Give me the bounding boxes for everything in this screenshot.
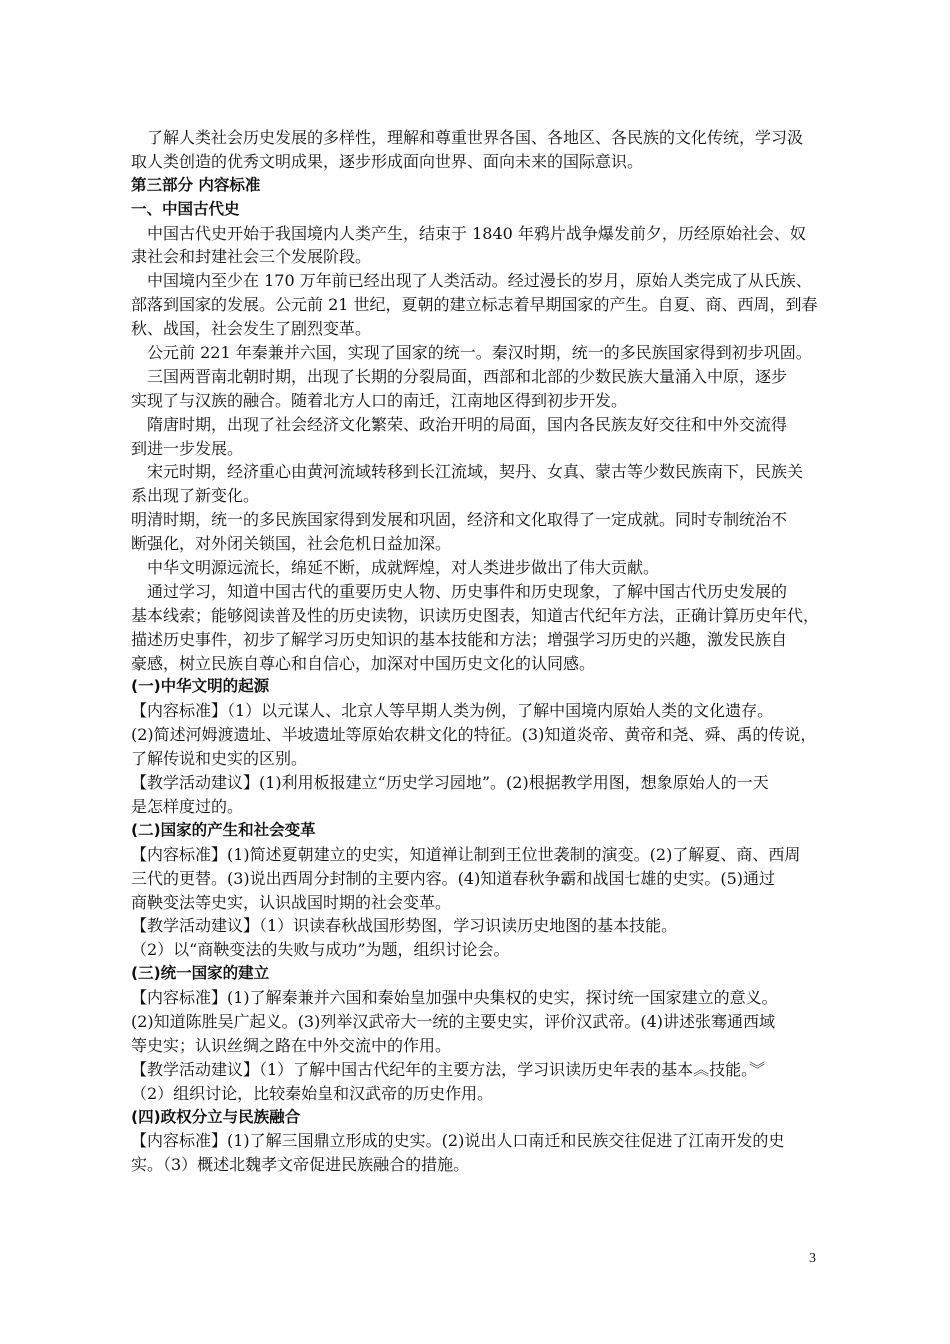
text-line: 【教学活动建议】（1）识读春秋战国形势图，学习识读历史地图的基本技能。 — [131, 916, 678, 936]
text-line: 【内容标准】（1）以元谋人、北京人等早期人类为例，了解中国境内原始人类的文化遗存。 — [131, 701, 774, 721]
text-line: 断强化，对外闭关锁国，社会危机日益加深。 — [131, 534, 452, 554]
text-line: 中国古代史开始于我国境内人类产生，结束于 1840 年鸦片战争爆发前夕，历经原始社会、奴 — [147, 223, 806, 243]
text-line: 明清时期，统一的多民族国家得到发展和巩固，经济和文化取得了一定成就。同时专制统治不 — [131, 510, 788, 530]
text-line: 【内容标准】(1)了解三国鼎立形成的史实。(2)说出人口南迁和民族交往促进了江南开发的史 — [131, 1131, 785, 1151]
text-line: 实现了与汉族的融合。随着北方人口的南迁，江南地区得到初步开发。 — [131, 390, 628, 410]
text-line: 等史实；认识丝绸之路在中外交流中的作用。 — [131, 1035, 452, 1055]
document-body — [131, 126, 819, 1177]
text-line: 宋元时期，经济重心由黄河流域转移到长江流域，契丹、女真、蒙古等少数民族南下，民族关 — [147, 462, 804, 482]
text-line: 隋唐时期，出现了社会经济文化繁荣、政治开明的局面，国内各民族友好交往和中外交流得 — [147, 414, 788, 434]
text-line: 通过学习，知道中国古代的重要历史人物、历史事件和历史现象，了解中国古代历史发展的 — [147, 581, 788, 601]
text-line: （2）组织讨论，比较秦始皇和汉武帝的历史作用。 — [131, 1083, 494, 1103]
text-line: 三代的更替。(3)说出西周分封制的主要内容。(4)知道春秋争霸和战国七雄的史实。(5)通过 — [131, 868, 775, 888]
text-line: 是怎样度过的。 — [131, 796, 244, 816]
text-line: 取人类创造的优秀文明成果，逐步形成面向世界、面向未来的国际意识。 — [131, 151, 644, 171]
text-line: 三国两晋南北朝时期，出现了长期的分裂局面，西部和北部的少数民族大量涌入中原，逐步 — [147, 366, 788, 386]
text-line: (2)知道陈胜吴广起义。(3)列举汉武帝大一统的主要史实，评价汉武帝。(4)讲述张骞通西域 — [131, 1011, 775, 1031]
text-line: 公元前 221 年秦兼并六国，实现了国家的统一。秦汉时期，统一的多民族国家得到初步巩固。 — [147, 343, 812, 363]
text-line: 基本线索；能够阅读普及性的历史读物，识读历史图表，知道古代纪年方法，正确计算历史年代， — [131, 605, 820, 625]
text-line: 【教学活动建议】(1)利用板报建立“历史学习园地”。(2)根据教学用图，想象原始人的一天 — [131, 773, 769, 793]
text-line: 豪感，树立民族自尊心和自信心，加深对中国历史文化的认同感。 — [131, 653, 596, 673]
text-line: 实。（3）概述北魏孝文帝促进民族融合的措施。 — [131, 1155, 470, 1175]
text-line: （2）以“商鞅变法的失败与成功”为题，组织讨论会。 — [131, 940, 510, 960]
text-line: 中国境内至少在 170 万年前已经出现了人类活动。经过漫长的岁月，原始人类完成了从氏族、 — [147, 271, 812, 291]
section-heading: (三)统一国家的建立 — [131, 964, 270, 983]
section-heading: (一)中华文明的起源 — [131, 677, 270, 696]
text-line: 商鞅变法等史实，认识战国时期的社会变革。 — [131, 892, 452, 912]
page-number: 3 — [809, 1251, 816, 1266]
text-line: 隶社会和封建社会三个发展阶段。 — [131, 247, 372, 267]
text-line: 秋、战国，社会发生了剧烈变革。 — [131, 319, 372, 339]
text-line: 了解人类社会历史发展的多样性，理解和尊重世界各国、各地区、各民族的文化传统，学习汲 — [147, 128, 804, 147]
section-heading: 第三部分 内容标准 — [131, 175, 261, 194]
text-line: 部落到国家的发展。公元前 21 世纪，夏朝的建立标志着早期国家的产生。自夏、商、西周，到春 — [131, 295, 818, 315]
text-line: 到进一步发展。 — [131, 438, 244, 458]
text-line: 中华文明源远流长，绵延不断，成就辉煌，对人类进步做出了伟大贡献。 — [147, 558, 660, 578]
section-heading: (二)国家的产生和社会变革 — [131, 820, 316, 839]
text-line: (2)简述河姆渡遗址、半坡遗址等原始农耕文化的特征。(3)知道炎帝、黄帝和尧、舜、禹的传说， — [131, 725, 817, 745]
section-heading: 一、中国古代史 — [131, 199, 240, 218]
text-line: 了解传说和史实的区别。 — [131, 749, 308, 769]
text-line: 系出现了新变化。 — [131, 486, 260, 506]
text-line: 【教学活动建议】（1）了解中国古代纪年的主要方法，学习识读历史年表的基本︽技能。︾ — [131, 1059, 766, 1079]
text-line: 描述历史事件，初步了解学习历史知识的基本技能和方法；增强学习历史的兴趣，激发民族自 — [131, 629, 788, 649]
text-line: 【内容标准】(1)了解秦兼并六国和秦始皇加强中央集权的史实，探讨统一国家建立的意义。 — [131, 988, 778, 1008]
section-heading: (四)政权分立与民族融合 — [131, 1107, 301, 1126]
text-line: 【内容标准】(1)简述夏朝建立的史实，知道禅让制到王位世袭制的演变。(2)了解夏、商、西周 — [131, 844, 801, 864]
